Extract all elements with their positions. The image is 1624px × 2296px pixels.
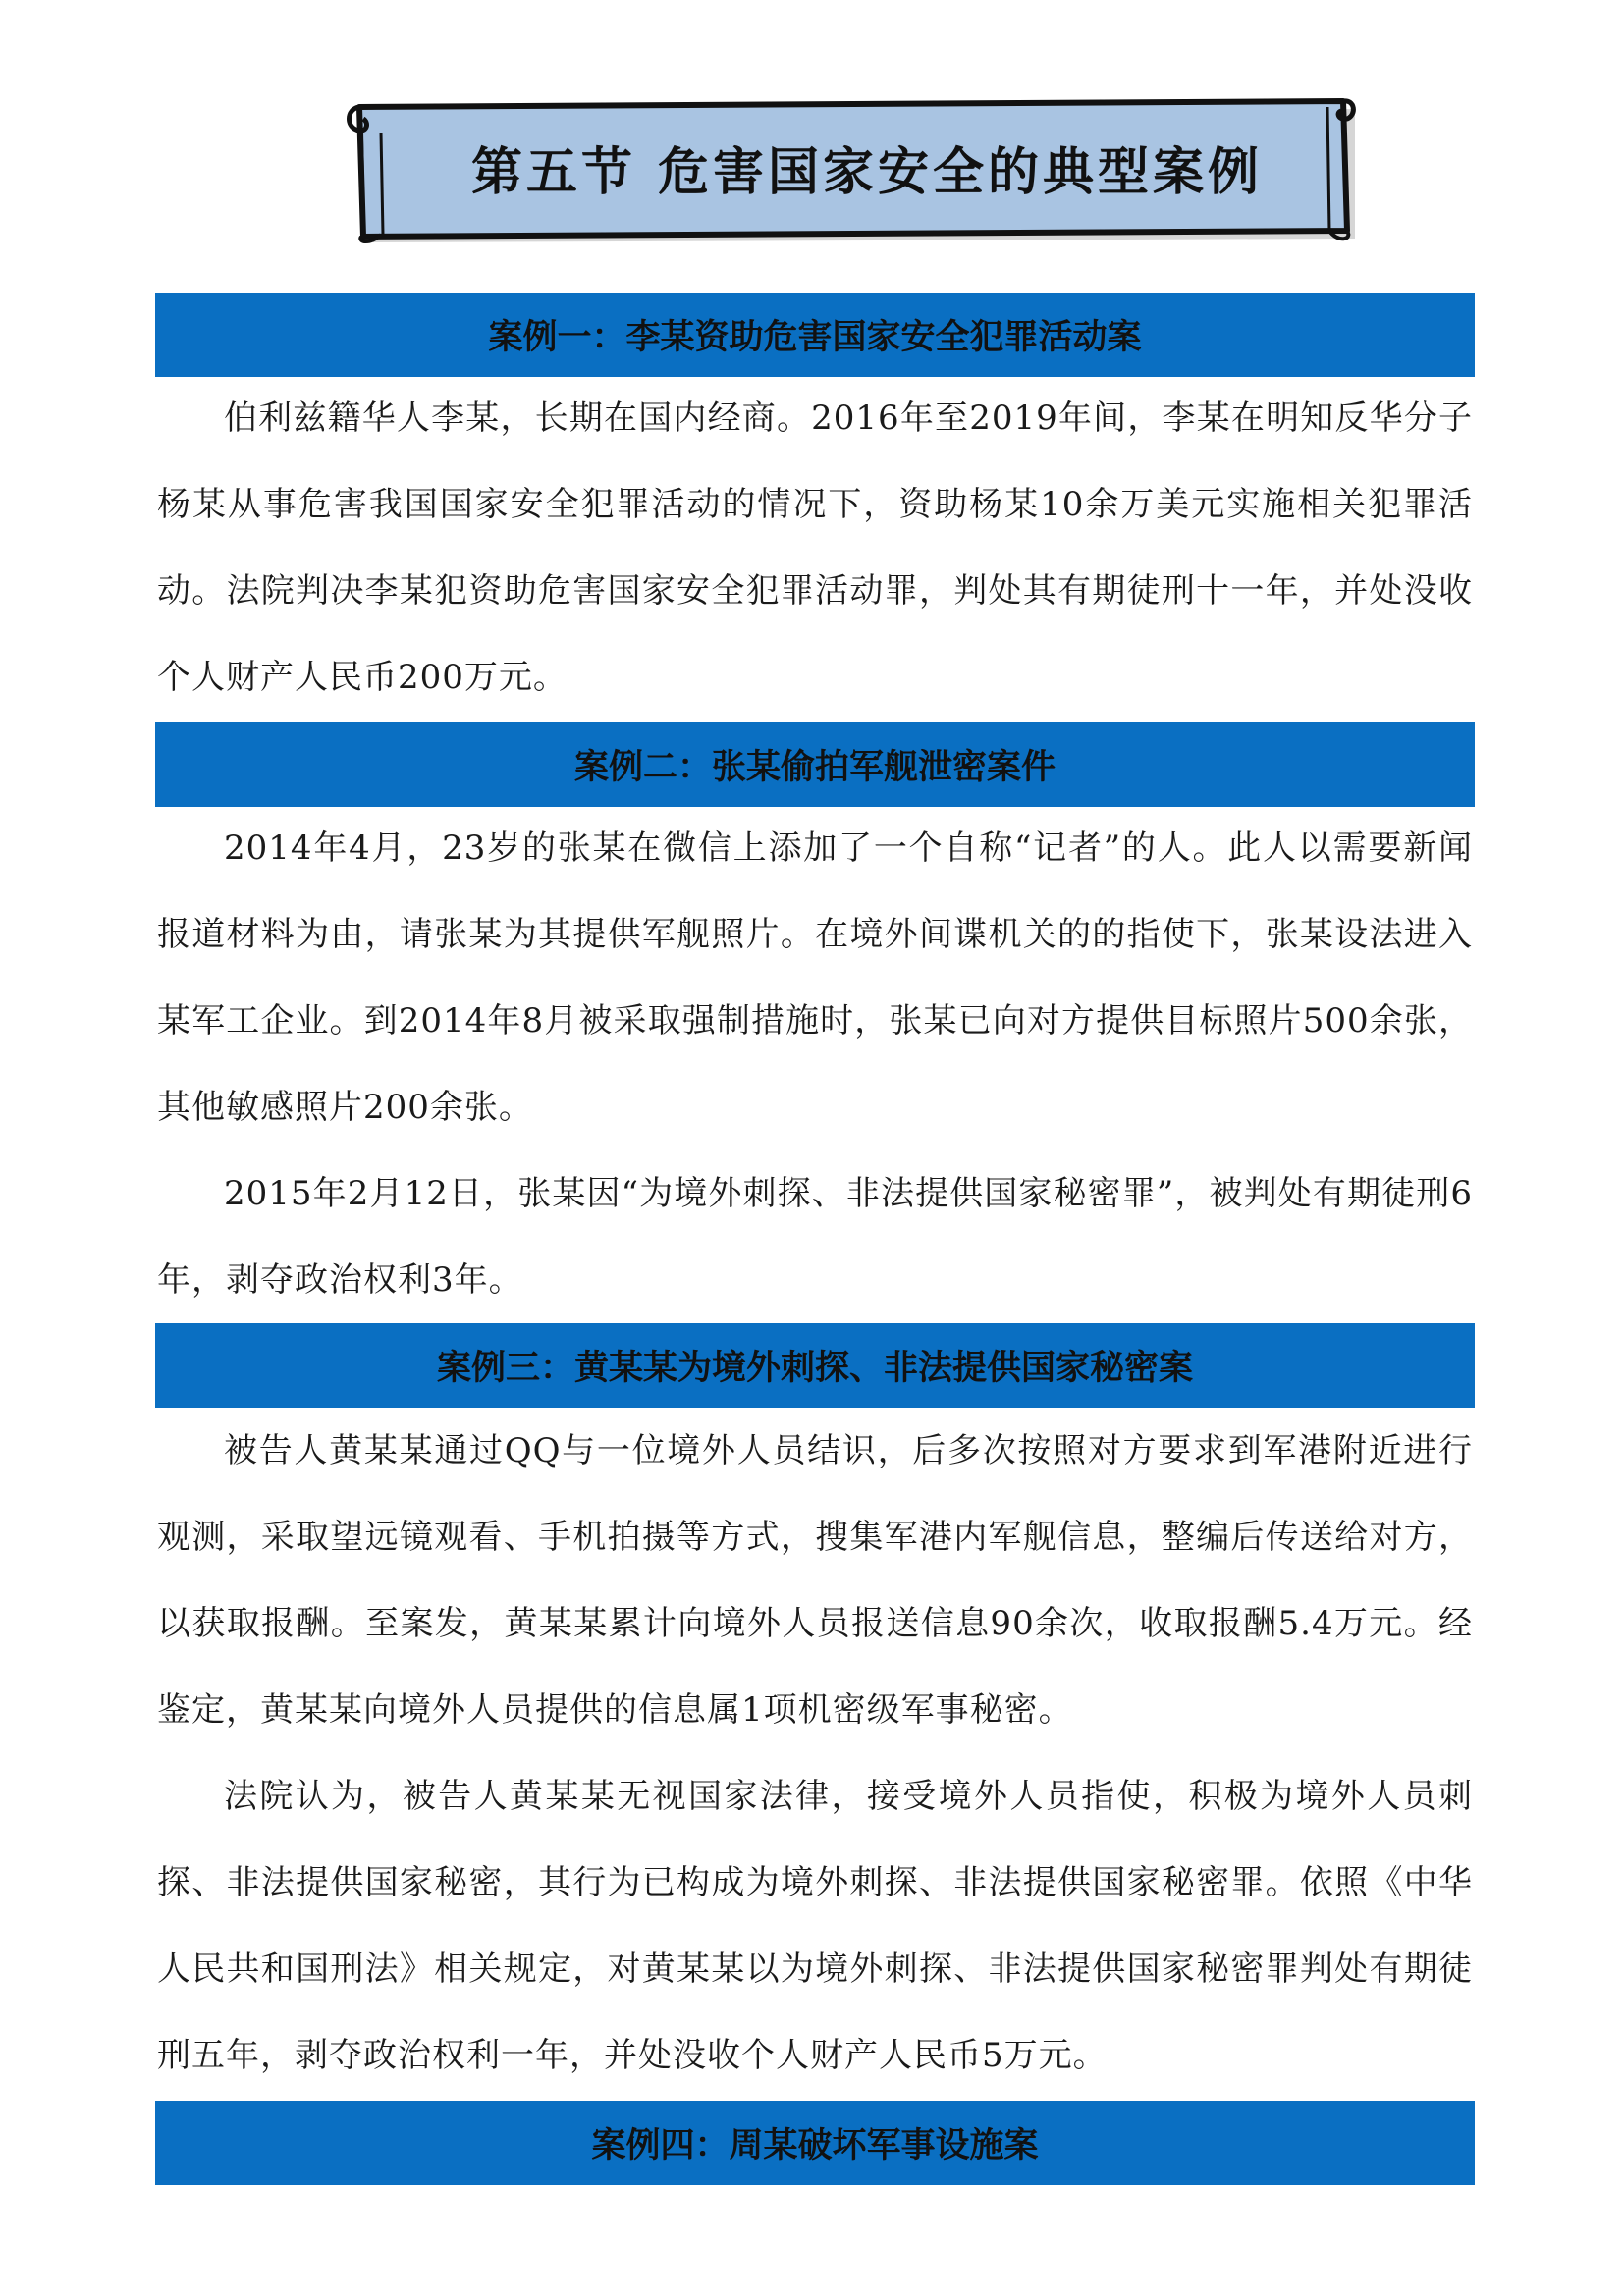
case-2-paragraph-2: 2015年2月12日，张某因“为境外刺探、非法提供国家秘密罪”，被判处有期徒刑6年，剥夺政治权利3年。 (157, 1174, 1473, 1300)
case-3-header: 案例三：黄某某为境外刺探、非法提供国家秘密案 (155, 1323, 1475, 1408)
case-2-paragraph-1: 2014年4月，23岁的张某在微信上添加了一个自称“记者”的人。此人以需要新闻报道材料为由，请张某为其提供军舰照片。在境外间谍机关的的指使下，张某设法进入某军工企业。到2014年8月被采取强制措施时，张某已向对方提供目标照片500余张，其他敏感照片200余张。 (157, 828, 1473, 1127)
section-banner (342, 93, 1373, 250)
case-1-paragraph-1: 伯利兹籍华人李某，长期在国内经商。2016年至2019年间，李某在明知反华分子杨某从事危害我国国家安全犯罪活动的情况下，资助杨某10余万美元实施相关犯罪活动。法院判决李某犯资助危害国家安全犯罪活动罪，判处其有期徒刑十一年，并处没收个人财产人民币200万元。 (157, 399, 1473, 697)
case-3-paragraph-1: 被告人黄某某通过QQ与一位境外人员结识，后多次按照对方要求到军港附近进行观测，采取望远镜观看、手机拍摄等方式，搜集军港内军舰信息，整编后传送给对方，以获取报酬。至案发，黄某某累计向境外人员报送信息90余次，收取报酬5.4万元。经鉴定，黄某某向境外人员提供的信息属1项机密级军事秘密。 (157, 1431, 1473, 1730)
section-title: 第五节 危害国家安全的典型案例 (470, 141, 1264, 202)
case-4-header: 案例四：周某破坏军事设施案 (155, 2101, 1475, 2185)
case-3-paragraph-2: 法院认为，被告人黄某某无视国家法律，接受境外人员指使，积极为境外人员刺探、非法提供国家秘密，其行为已构成为境外刺探、非法提供国家秘密罪。依照《中华人民共和国刑法》相关规定，对黄某某以为境外刺探、非法提供国家秘密罪判处有期徒刑五年，剥夺政治权利一年，并处没收个人财产人民币5万元。 (157, 1777, 1473, 2075)
case-1-header: 案例一：李某资助危害国家安全犯罪活动案 (155, 293, 1475, 377)
case-2-header: 案例二：张某偷拍军舰泄密案件 (155, 722, 1475, 807)
